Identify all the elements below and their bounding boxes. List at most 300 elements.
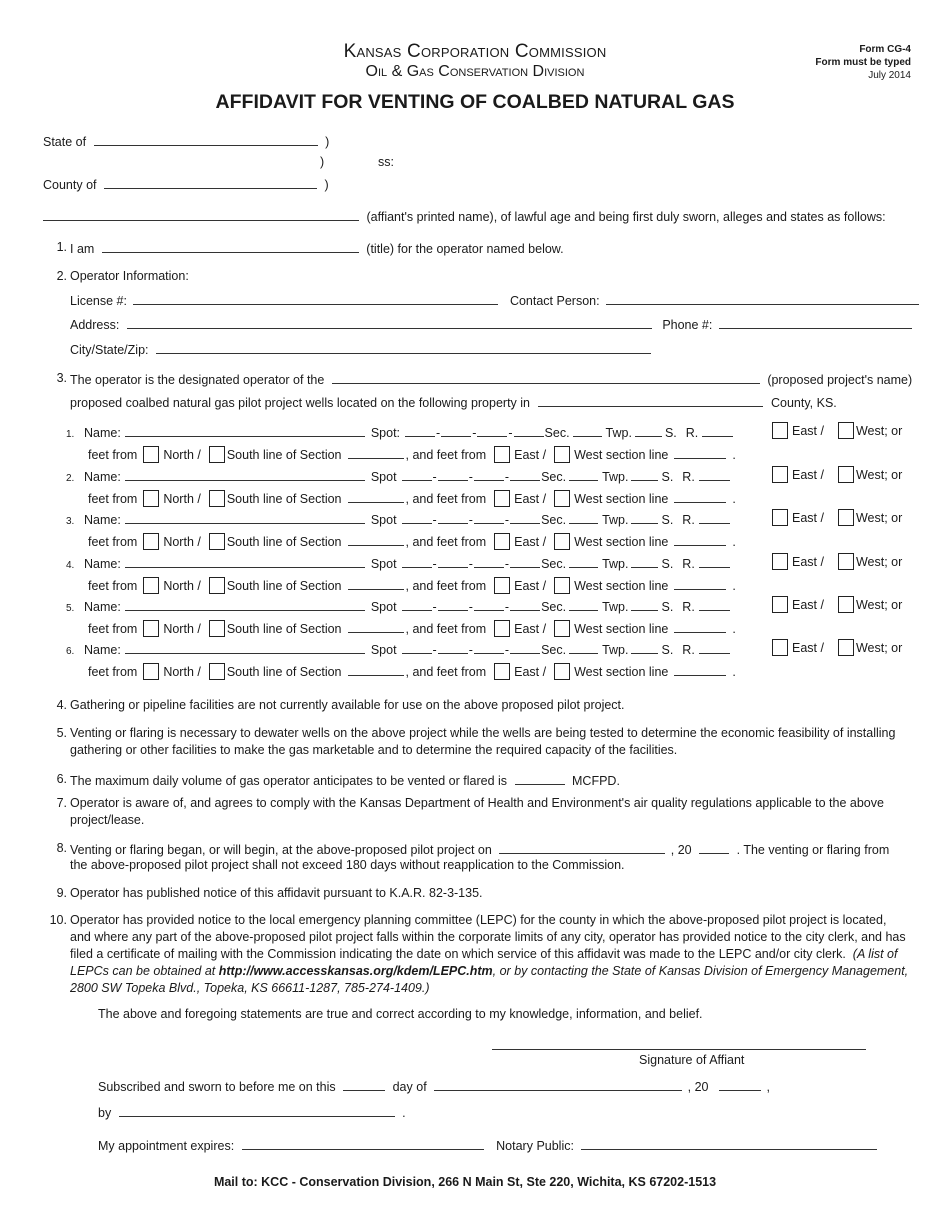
ew-feet-field[interactable] (674, 446, 726, 459)
spot-field[interactable] (402, 468, 432, 481)
well-name-field[interactable] (125, 511, 365, 524)
east-west-choice (772, 466, 902, 483)
expires-field[interactable] (242, 1137, 484, 1150)
well-row-1 (66, 424, 733, 440)
spot-field[interactable] (438, 598, 468, 611)
item3-row2 (70, 394, 837, 410)
well-footage-row-1 (88, 446, 736, 463)
spot-label: Spot (370, 513, 397, 527)
west-checkbox[interactable] (838, 553, 854, 570)
twp-field[interactable] (631, 598, 658, 611)
east-west-choice (772, 596, 902, 613)
form-date: July 2014 (868, 70, 911, 81)
contact-field[interactable] (606, 292, 919, 305)
county-field[interactable] (104, 176, 317, 189)
north-label: North / (163, 535, 201, 549)
item-number: 2. (56, 269, 67, 283)
spot-field[interactable] (438, 641, 468, 654)
range-field[interactable] (699, 641, 730, 654)
item1-row (70, 240, 564, 256)
item8-row1 (70, 841, 889, 857)
county-label: County of (43, 178, 97, 192)
west-line-checkbox[interactable] (554, 533, 570, 550)
dash: - (432, 470, 437, 484)
west-checkbox[interactable] (838, 509, 854, 526)
west-line-label: West section line (574, 492, 669, 506)
ew-feet-field[interactable] (674, 533, 726, 546)
well-name-field[interactable] (125, 424, 365, 437)
west-line-checkbox[interactable] (554, 446, 570, 463)
twp-label: Twp. (602, 600, 629, 614)
well-footage-row-4 (88, 577, 736, 594)
east-label: East / (792, 468, 824, 482)
twp-field[interactable] (631, 555, 658, 568)
north-checkbox[interactable] (143, 490, 159, 507)
s-label: S. (664, 426, 677, 440)
dash: - (432, 600, 437, 614)
dash: - (432, 643, 437, 657)
ew-feet-field[interactable] (674, 490, 726, 503)
and-feet-label: , and feet from (405, 622, 487, 636)
comma: , (766, 1080, 770, 1094)
mail-to: Mail to: KCC - Conservation Division, 266 N Main St, Ste 220, Wichita, KS 67202-1513 (213, 1175, 717, 1189)
license-label: License #: (70, 294, 127, 308)
sec-label: Sec. (541, 513, 567, 527)
notary-month-field[interactable] (434, 1078, 682, 1091)
west-line-label: West section line (574, 622, 669, 636)
form-note: Form must be typed (815, 57, 911, 68)
expires-label: My appointment expires: (98, 1139, 235, 1153)
feet-from-label: feet from (88, 665, 138, 679)
well-name-label: Name: (84, 557, 121, 571)
item3-row1 (70, 371, 912, 387)
south-checkbox[interactable] (209, 446, 225, 463)
notary-public-field[interactable] (581, 1137, 877, 1150)
paren-mid: ) (320, 155, 325, 169)
west-line-checkbox[interactable] (554, 490, 570, 507)
sec-field[interactable] (569, 468, 598, 481)
twp-label: Twp. (605, 426, 632, 440)
item5-text: Venting or flaring is necessary to dewater wells on the above project while the wells are being tested to determine the economic feasibility of installing gathering or other facilities to make the gas marketable and to determine the required capacity of the facilities. (70, 726, 896, 757)
item-number: 9. (56, 886, 67, 900)
west-label: West; or (855, 468, 903, 482)
item-number: 5. (56, 726, 67, 740)
east-line-label: East / (514, 448, 547, 462)
item-number: 8. (56, 841, 67, 855)
west-checkbox[interactable] (838, 596, 854, 613)
spot-field[interactable] (477, 424, 507, 437)
well-name-label: Name: (84, 426, 121, 440)
item3-post: (proposed project's name) (767, 373, 913, 387)
east-line-checkbox[interactable] (494, 577, 510, 594)
project-name-field[interactable] (332, 371, 760, 384)
spot-field[interactable] (474, 511, 504, 524)
lepc-link[interactable]: http://www.accesskansas.org/kdem/LEPC.htm (218, 964, 493, 978)
east-checkbox[interactable] (772, 639, 788, 656)
dash: - (504, 600, 510, 614)
license-row (70, 292, 919, 308)
twp-field[interactable] (631, 511, 658, 524)
spot-field[interactable] (474, 598, 504, 611)
dash: - (504, 643, 510, 657)
ew-feet-field[interactable] (674, 577, 726, 590)
sec-field[interactable] (569, 555, 598, 568)
item3-pre: The operator is the designated operator of the (70, 373, 325, 387)
dash: - (468, 557, 473, 571)
west-line-checkbox[interactable] (554, 663, 570, 680)
range-field[interactable] (699, 468, 730, 481)
spot-field[interactable] (402, 511, 432, 524)
spot-field[interactable] (438, 468, 468, 481)
r-label: R. (682, 643, 695, 657)
well-name-label: Name: (84, 470, 121, 484)
south-checkbox[interactable] (209, 620, 225, 637)
affiant-name-field[interactable] (43, 208, 359, 221)
county-ks-field[interactable] (538, 394, 763, 407)
phone-field[interactable] (719, 316, 912, 329)
item9-text: Operator has published notice of this affidavit pursuant to K.A.R. 82-3-135. (70, 886, 483, 900)
spot-field[interactable] (510, 511, 540, 524)
north-checkbox[interactable] (143, 446, 159, 463)
city-field[interactable] (156, 341, 651, 354)
well-name-field[interactable] (125, 468, 365, 481)
dash: - (468, 600, 473, 614)
s-label: S. (661, 513, 674, 527)
spot-field[interactable] (510, 468, 540, 481)
sec-label: Sec. (541, 557, 567, 571)
west-checkbox[interactable] (838, 422, 854, 439)
south-checkbox[interactable] (209, 490, 225, 507)
city-label: City/State/Zip: (70, 343, 149, 357)
dash: - (432, 557, 437, 571)
dash: - (436, 426, 441, 440)
division-name: Oil & Gas Conservation Division (365, 63, 585, 80)
item-number: 7. (56, 796, 67, 810)
item8-pre: Venting or flaring began, or will begin, at the above-proposed pilot project on (70, 843, 492, 857)
item6-pre: The maximum daily volume of gas operator anticipates to be vented or flared is (70, 774, 508, 788)
well-footage-row-3 (88, 533, 736, 550)
west-line-checkbox[interactable] (554, 577, 570, 594)
sec-label: Sec. (544, 426, 570, 440)
well-name-field[interactable] (125, 641, 365, 654)
period: . (732, 448, 736, 462)
feet-from-label: feet from (88, 579, 138, 593)
well-row-5 (66, 598, 730, 614)
east-west-choice (772, 422, 902, 439)
east-checkbox[interactable] (772, 509, 788, 526)
sec-label: Sec. (541, 600, 567, 614)
item-number: 6. (56, 772, 67, 786)
item-number: 1. (56, 240, 67, 254)
feet-from-label: feet from (88, 535, 138, 549)
east-checkbox[interactable] (772, 422, 788, 439)
south-checkbox[interactable] (209, 577, 225, 594)
state-label: State of (43, 135, 87, 149)
south-checkbox[interactable] (209, 533, 225, 550)
spot-field[interactable] (474, 468, 504, 481)
well-row-2 (66, 468, 730, 484)
spot-field[interactable] (441, 424, 471, 437)
well-name-field[interactable] (125, 598, 365, 611)
item6-post: MCFPD. (572, 774, 620, 788)
item-number: 10. (49, 913, 67, 927)
item1-post: (title) for the operator named below. (366, 242, 564, 256)
and-feet-label: , and feet from (405, 665, 487, 679)
south-checkbox[interactable] (209, 663, 225, 680)
license-field[interactable] (133, 292, 498, 305)
dash: - (472, 426, 477, 440)
period: . (402, 1106, 406, 1120)
by-field[interactable] (119, 1104, 395, 1117)
west-label: West; or (855, 424, 903, 438)
year-label: , 20 (687, 1080, 709, 1094)
closing-statement: The above and foregoing statements are true and correct according to my knowledge, information, and belief. (98, 1007, 703, 1021)
north-checkbox[interactable] (143, 620, 159, 637)
period: . (732, 665, 736, 679)
twp-field[interactable] (631, 468, 658, 481)
sec-field[interactable] (573, 424, 602, 437)
north-checkbox[interactable] (143, 577, 159, 594)
ns-feet-field[interactable] (348, 446, 404, 459)
east-line-checkbox[interactable] (494, 620, 510, 637)
well-number: 4. (66, 560, 75, 571)
ns-feet-field[interactable] (348, 663, 404, 676)
spot-field[interactable] (402, 598, 432, 611)
period: . (732, 535, 736, 549)
twp-label: Twp. (602, 643, 629, 657)
and-feet-label: , and feet from (405, 492, 487, 506)
west-line-label: West section line (574, 665, 669, 679)
address-row (70, 316, 912, 332)
paren: ) (325, 135, 330, 149)
item4-text: Gathering or pipeline facilities are not currently available for use on the above proposed pilot project. (70, 698, 625, 712)
spot-field[interactable] (405, 424, 435, 437)
signature-label: Signature of Affiant (639, 1053, 745, 1067)
ns-feet-field[interactable] (348, 620, 404, 633)
by-label: by (98, 1106, 112, 1120)
well-footage-row-5 (88, 620, 736, 637)
item6-row (70, 772, 620, 788)
r-label: R. (682, 600, 695, 614)
west-checkbox[interactable] (838, 466, 854, 483)
ew-feet-field[interactable] (674, 620, 726, 633)
dash: - (468, 470, 473, 484)
item8-mid: , 20 (670, 843, 692, 857)
east-label: East / (792, 598, 824, 612)
east-label: East / (792, 511, 824, 525)
city-row (70, 341, 651, 357)
subscribed-row (98, 1078, 770, 1094)
item-number: 4. (56, 698, 67, 712)
east-line-checkbox[interactable] (494, 533, 510, 550)
signature-line[interactable] (492, 1049, 866, 1050)
well-row-4 (66, 555, 730, 571)
well-row-6 (66, 641, 730, 657)
spot-label: Spot (370, 643, 397, 657)
south-line-label: South line of Section (226, 622, 342, 636)
east-west-choice (772, 553, 902, 570)
item1-pre: I am (70, 242, 95, 256)
dash: - (504, 470, 510, 484)
item8-post: . The venting or flaring from (736, 843, 890, 857)
paren: ) (324, 178, 329, 192)
r-label: R. (682, 470, 695, 484)
sec-field[interactable] (569, 641, 598, 654)
west-label: West; or (855, 598, 903, 612)
north-checkbox[interactable] (143, 663, 159, 680)
well-number: 6. (66, 646, 75, 657)
item10-note-post: , or by contacting the State of Kansas Division of Emergency Management, 2800 SW Topeka Blvd., Topeka, KS 66611-1287, 785-274-1409.) (70, 964, 909, 995)
east-west-choice (772, 509, 902, 526)
north-label: North / (163, 579, 201, 593)
spot-field[interactable] (438, 511, 468, 524)
operator-info-heading: Operator Information: (70, 269, 189, 283)
spot-field[interactable] (514, 424, 544, 437)
ns-feet-field[interactable] (348, 490, 404, 503)
feet-from-label: feet from (88, 622, 138, 636)
state-row (43, 133, 329, 149)
spot-label: Spot (370, 600, 397, 614)
east-line-checkbox[interactable] (494, 490, 510, 507)
well-footage-row-6 (88, 663, 736, 680)
dash: - (508, 426, 513, 440)
spot-field[interactable] (474, 641, 504, 654)
well-name-field[interactable] (125, 555, 365, 568)
west-line-label: West section line (574, 579, 669, 593)
s-label: S. (661, 643, 674, 657)
spot-label: Spot: (370, 426, 401, 440)
range-field[interactable] (699, 511, 730, 524)
sec-field[interactable] (569, 598, 598, 611)
dash: - (504, 513, 510, 527)
subscribed-label: Subscribed and sworn to before me on this (98, 1080, 336, 1094)
west-label: West; or (855, 641, 903, 655)
east-line-checkbox[interactable] (494, 663, 510, 680)
item3-line2: proposed coalbed natural gas pilot project wells located on the following property in (70, 396, 531, 410)
east-checkbox[interactable] (772, 466, 788, 483)
dash: - (468, 643, 473, 657)
period: . (732, 579, 736, 593)
spot-field[interactable] (402, 641, 432, 654)
south-line-label: South line of Section (226, 579, 342, 593)
spot-field[interactable] (402, 555, 432, 568)
spot-field[interactable] (510, 555, 540, 568)
and-feet-label: , and feet from (405, 535, 487, 549)
west-checkbox[interactable] (838, 639, 854, 656)
and-feet-label: , and feet from (405, 448, 487, 462)
feet-from-label: feet from (88, 492, 138, 506)
well-number: 2. (66, 473, 75, 484)
twp-field[interactable] (635, 424, 662, 437)
sec-field[interactable] (569, 511, 598, 524)
s-label: S. (661, 600, 674, 614)
north-checkbox[interactable] (143, 533, 159, 550)
east-label: East / (792, 424, 824, 438)
east-checkbox[interactable] (772, 553, 788, 570)
spot-field[interactable] (474, 555, 504, 568)
range-field[interactable] (702, 424, 733, 437)
day-of-label: day of (392, 1080, 427, 1094)
east-checkbox[interactable] (772, 596, 788, 613)
r-label: R. (685, 426, 699, 440)
east-line-label: East / (514, 579, 547, 593)
east-line-checkbox[interactable] (494, 446, 510, 463)
well-name-label: Name: (84, 600, 121, 614)
mcfpd-field[interactable] (515, 772, 565, 785)
venting-date-field[interactable] (499, 841, 665, 854)
item-number: 3. (56, 371, 67, 385)
north-label: North / (163, 665, 201, 679)
spot-label: Spot (370, 470, 397, 484)
twp-label: Twp. (602, 557, 629, 571)
ew-feet-field[interactable] (674, 663, 726, 676)
title-field[interactable] (102, 240, 359, 253)
range-field[interactable] (699, 555, 730, 568)
well-number: 5. (66, 603, 75, 614)
dash: - (432, 513, 437, 527)
east-line-label: East / (514, 535, 547, 549)
dash: - (504, 557, 510, 571)
south-line-label: South line of Section (226, 665, 342, 679)
well-name-label: Name: (84, 643, 121, 657)
venting-year-field[interactable] (699, 841, 729, 854)
west-label: West; or (855, 555, 903, 569)
page-title: AFFIDAVIT FOR VENTING OF COALBED NATURAL GAS (215, 91, 735, 113)
by-row (98, 1104, 406, 1120)
sec-label: Sec. (541, 643, 567, 657)
form-info (815, 43, 911, 82)
north-label: North / (163, 492, 201, 506)
west-label: West; or (855, 511, 903, 525)
state-field[interactable] (94, 133, 318, 146)
east-west-choice (772, 639, 902, 656)
county-row (43, 176, 329, 192)
notary-day-field[interactable] (343, 1078, 385, 1091)
west-line-checkbox[interactable] (554, 620, 570, 637)
east-label: East / (792, 555, 824, 569)
r-label: R. (682, 557, 695, 571)
expires-row (98, 1137, 877, 1153)
period: . (732, 492, 736, 506)
spot-field[interactable] (510, 641, 540, 654)
north-label: North / (163, 448, 201, 462)
range-field[interactable] (699, 598, 730, 611)
feet-from-label: feet from (88, 448, 138, 462)
west-line-label: West section line (574, 535, 669, 549)
contact-label: Contact Person: (509, 294, 600, 308)
well-footage-row-2 (88, 490, 736, 507)
ns-feet-field[interactable] (348, 533, 404, 546)
form-id: Form CG-4 (859, 44, 911, 55)
east-line-label: East / (514, 665, 547, 679)
r-label: R. (682, 513, 695, 527)
address-field[interactable] (127, 316, 652, 329)
ns-feet-field[interactable] (348, 577, 404, 590)
county-ks-label: County, KS. (770, 396, 837, 410)
spot-field[interactable] (438, 555, 468, 568)
period: . (732, 622, 736, 636)
intro-row (43, 208, 886, 224)
east-label: East / (792, 641, 824, 655)
dash: - (468, 513, 473, 527)
notary-year-field[interactable] (719, 1078, 761, 1091)
well-number: 3. (66, 516, 75, 527)
well-row-3 (66, 511, 730, 527)
twp-field[interactable] (631, 641, 658, 654)
spot-field[interactable] (510, 598, 540, 611)
well-number: 1. (66, 429, 75, 440)
sec-label: Sec. (541, 470, 567, 484)
